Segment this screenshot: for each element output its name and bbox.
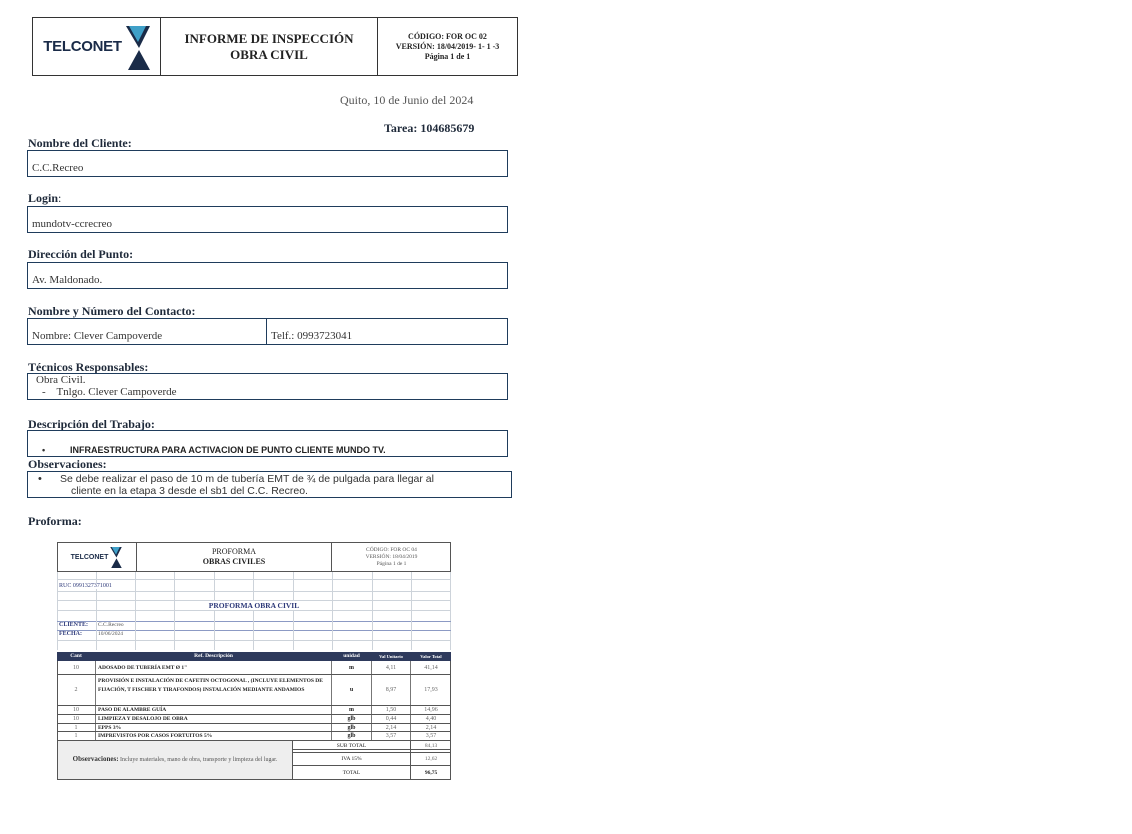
contact-box [27, 318, 508, 345]
company-logo [33, 18, 161, 75]
obs-line-1: Se debe realizar el paso de 10 m de tubería EMT de ¾ de pulgada para llegar al [60, 473, 434, 485]
table-row: 2 PROVISIÓN E INSTALACIÓN DE CAFETIN OCTOGONAL , (INCLUYE ELEMENTOS DE FIJACIÓN, T FISCHER Y TIRAFONDOS) INSTALACIÓN MEDIANTE ANDAMIOS u 8,97 17,93 [57, 675, 451, 706]
document-header [32, 17, 518, 76]
task-number: Tarea: 104685679 [384, 121, 475, 135]
col-val: Val Unitario [372, 652, 411, 661]
total-row: TOTAL 96,75 [293, 766, 451, 780]
table-row: 10 PASO DE ALAMBRE GUÍA m 1,50 14,96 [57, 706, 451, 715]
login-label: Login: [28, 191, 62, 205]
login-box [27, 206, 508, 233]
contact-divider [266, 319, 267, 344]
col-unit: unidad [332, 652, 372, 661]
client-label: Nombre del Cliente: [28, 136, 132, 150]
work-label: Descripción del Trabajo: [28, 417, 155, 431]
col-cant: Cant [57, 652, 96, 661]
iva-row: IVA 15% 12,62 [293, 753, 451, 766]
proforma-column-header [57, 652, 451, 661]
logo-text: TELCONET [43, 38, 122, 55]
col-desc: Ref. Descripción [96, 652, 332, 661]
proforma-client-label: CLIENTE: [59, 622, 89, 628]
table-row: 1 EPPS 3% glb 2,14 2,14 [57, 724, 451, 732]
contact-phone: Telf.: 0993723041 [271, 330, 353, 342]
work-box [27, 430, 508, 457]
proforma-grid [57, 572, 451, 650]
proforma-table [57, 542, 451, 782]
address-value: Av. Maldonado. [32, 274, 103, 286]
logo-arrow-icon [126, 24, 150, 70]
client-box [27, 150, 508, 177]
techs-line-2: - Tnlgo. Clever Campoverde [42, 386, 177, 398]
document-code: CÓDIGO: FOR OC 02 VERSIÓN: 18/04/2019- 1- 1 -3 Página 1 de 1 [395, 31, 500, 61]
contact-name: Nombre: Clever Campoverde [32, 330, 163, 342]
techs-box [27, 373, 508, 400]
table-row: 10 LIMPIEZA Y DESALOJO DE OBRA glb 0,44 4,40 [57, 715, 451, 724]
proforma-code: CÓDIGO: FOR OC 04 VERSIÓN: 18/04/2019 Página 1 de 1 [365, 546, 418, 567]
proforma-date-label: FECHA: [59, 631, 82, 637]
proforma-title: PROFORMA OBRAS CIVILES [137, 542, 332, 572]
proforma-logo: TELCONET [57, 542, 137, 572]
table-row: 10 ADOSADO DE TUBERÍA EMT Ø 1" m 4,11 41,14 [57, 661, 451, 675]
login-value: mundotv-ccrecreo [32, 218, 113, 230]
address-box [27, 262, 508, 289]
obs-line-2: cliente en la etapa 3 desde el sb1 del C.C. Recreo. [71, 485, 308, 497]
subtotal-row: SUB TOTAL 84,13 [293, 740, 451, 753]
observations-label: Observaciones: [28, 457, 107, 471]
obs-bullet: • [38, 473, 42, 485]
proforma-logo-arrow-icon [110, 546, 122, 568]
proforma-observations: Observaciones: Incluye materiales, mano de obra, transporte y limpieza del lugar. [57, 740, 293, 780]
techs-label: Técnicos Responsables: [28, 360, 149, 374]
techs-line-1: Obra Civil. [36, 374, 86, 386]
contact-label: Nombre y Número del Contacto: [28, 304, 196, 318]
address-label: Dirección del Punto: [28, 247, 134, 261]
place-date: Quito, 10 de Junio del 2024 [340, 93, 474, 107]
observations-box [27, 471, 512, 498]
proforma-label: Proforma: [28, 514, 82, 528]
client-value: C.C.Recreo [32, 162, 84, 174]
proforma-ruc: RUC 0991327371001 [59, 583, 112, 589]
document-title: INFORME DE INSPECCIÓN OBRA CIVIL [161, 18, 378, 75]
work-value: INFRAESTRUCTURA PARA ACTIVACION DE PUNTO CLIENTE MUNDO TV. [70, 445, 386, 455]
proforma-client-value: C.C.Recreo [98, 622, 124, 628]
proforma-section-title: PROFORMA OBRA CIVIL [208, 601, 300, 610]
proforma-date-value: 10/06/2024 [98, 631, 124, 637]
col-total: Valor Total [420, 654, 442, 659]
work-bullet: • [42, 445, 46, 455]
table-row: 1 IMPREVISTOS POR CASOS FORTUITOS 5% glb 3,57 3,57 [57, 732, 451, 740]
